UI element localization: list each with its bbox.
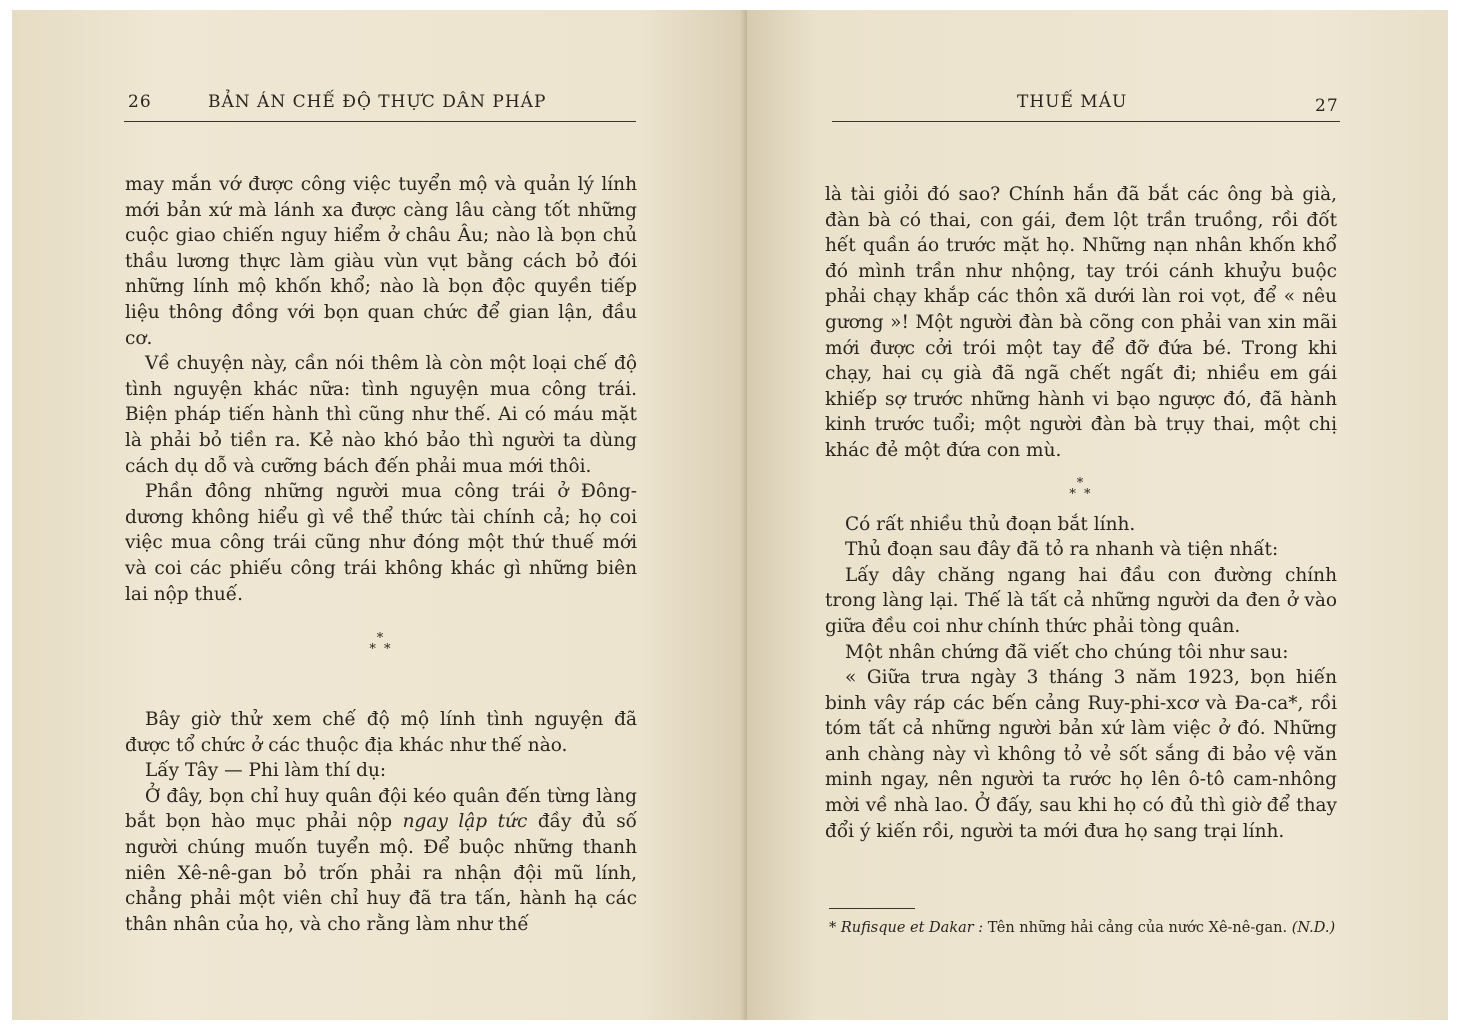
left-paragraph-1: may mắn vớ được công việc tuyển mộ và quản lý lính mới bản xứ mà lánh xa được càng lâu càng tốt những cuộc giao chiến nguy hiểm ở châu Âu; nào là bọn chủ thầu lương thực làm giàu vùn vụt bằng cách bỏ đói những lính mộ khốn khổ; nào là bọn độc quyền tiếp liệu thông đồng với bọn quan chức để gian lận, đầu cơ. bbox=[125, 174, 637, 349]
right-paragraph-3: Thủ đoạn sau đây đã tỏ ra nhanh và tiện nhất: bbox=[845, 539, 1279, 561]
right-page-number: 27 bbox=[1315, 96, 1339, 116]
right-body-text bbox=[825, 182, 1337, 844]
left-running-head: BẢN ÁN CHẾ ĐỘ THỰC DÂN PHÁP bbox=[208, 92, 547, 112]
left-paragraph-6-italic: ngay lập tức bbox=[402, 811, 528, 833]
left-stars-bottom: * * bbox=[369, 642, 393, 658]
left-paragraph-3: Phần đông những người mua công trái ở Đông-dương không hiểu gì về thể thức tài chính cả; họ coi việc mua công trái cũng như đóng một thứ thuế mới và coi các phiếu công trái không khác gì những biên lai nộp thuế. bbox=[125, 481, 637, 605]
open-book bbox=[12, 10, 1448, 1020]
right-section-break bbox=[825, 475, 1337, 502]
right-paragraph-4: Lấy dây chăng ngang hai đầu con đường chính trong làng lại. Thế là tất cả những người da đen ở vào giữa đều coi như chính thức phải tòng quân. bbox=[825, 564, 1337, 637]
left-paragraph-6-start: Ở đây, bọn chỉ huy quân đội kéo quân đến từng làng bắt bọn hào mục phải nộp bbox=[125, 785, 637, 833]
left-page bbox=[12, 10, 747, 1020]
left-stars-top: * bbox=[376, 631, 386, 647]
footnote-rule bbox=[829, 908, 915, 909]
footnote-nd: (N.D.) bbox=[1291, 920, 1336, 936]
footnote-text: Tên những hải cảng của nước Xê-nê-gan. bbox=[983, 920, 1292, 936]
footnote bbox=[829, 918, 1339, 939]
left-paragraph-4: Bây giờ thử xem chế độ mộ lính tình nguyện đã được tổ chức ở các thuộc địa khác như thế nào. bbox=[125, 709, 637, 756]
left-header-rule bbox=[124, 121, 636, 122]
left-body-text bbox=[125, 172, 637, 937]
footnote-italic: Rufisque et Dakar : bbox=[840, 920, 984, 936]
right-stars-bottom: * * bbox=[1069, 486, 1093, 502]
right-paragraph-6: « Giữa trưa ngày 3 tháng 3 năm 1923, bọn hiến binh vây ráp các bến cảng Ruy-phi-xcơ và Đa-ca*, rồi tóm tất cả những người bản xứ làm việc ở đó. Những anh chàng này vì không tỏ vẻ sốt sắng đi bảo vệ văn minh ngay, nên người ta rước họ lên ô-tô cam-nhông mời về nhà lao. Ở đấy, sau khi họ có đủ thì giờ để thay đổi ý kiến rồi, người ta mới đưa họ sang trại lính. bbox=[825, 667, 1337, 842]
right-running-head: THUẾ MÁU bbox=[1017, 92, 1128, 112]
left-page-number: 26 bbox=[128, 92, 152, 112]
right-page bbox=[747, 10, 1448, 1020]
right-paragraph-5: Một nhân chứng đã viết cho chúng tôi như sau: bbox=[845, 641, 1289, 663]
footnote-mark: * bbox=[829, 920, 841, 936]
left-paragraph-5: Lấy Tây — Phi làm thí dụ: bbox=[145, 760, 387, 782]
right-paragraph-1: là tài giỏi đó sao? Chính hắn đã bắt các ông bà già, đàn bà có thai, con gái, đem lột trần truồng, rồi đốt hết quần áo trước mặt họ. Những nạn nhân khốn khổ đó mình trần như nhộng, tay trói cánh khuỷu buộc phải chạy khắp các thôn xã dưới làn roi vọt, để « nêu gương »! Một người đàn bà cõng con phải van xin mãi mới được cởi trói một tay để đỡ đứa bé. Trong khi chạy, hai cụ già đã ngã chết ngất đi; nhiều em gái khiếp sợ trước những hành vi bạo ngược đó, đã hành kinh trước tuổi; một người đàn bà trụy thai, một chị khác đẻ một đứa con mù. bbox=[825, 184, 1337, 461]
left-paragraph-6-end: đầy đủ số người chúng muốn tuyển mộ. Để buộc những thanh niên Xê-nê-gan bỏ trốn phải ra nhận đội mũ lính, chẳng phải một viên chỉ huy đã tra tấn, hành hạ các thân nhân của họ, và cho rằng làm như thế bbox=[125, 811, 638, 935]
left-section-break bbox=[125, 631, 637, 658]
right-paragraph-2: Có rất nhiều thủ đoạn bắt lính. bbox=[845, 513, 1136, 535]
left-paragraph-2: Về chuyện này, cần nói thêm là còn một loại chế độ tình nguyện khác nữa: tình nguyện mua công trái. Biện pháp tiến hành thì cũng như thế. Ai có máu mặt là phải bỏ tiền ra. Kẻ nào khó bảo thì người ta dùng cách dụ dỗ và cưỡng bách đến phải mua mới thôi. bbox=[125, 353, 637, 477]
right-stars-top: * bbox=[1076, 475, 1086, 491]
right-header-rule bbox=[832, 121, 1340, 122]
left-paragraph-6 bbox=[125, 784, 637, 938]
